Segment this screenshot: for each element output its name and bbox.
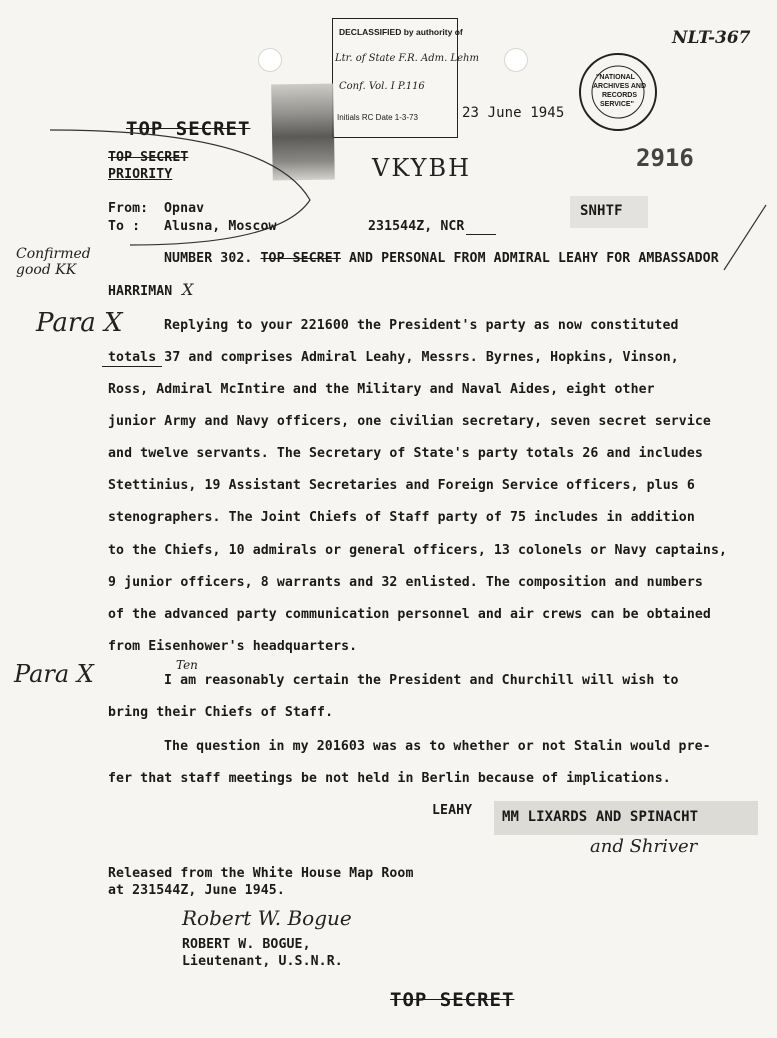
truman-library-seal — [578, 52, 658, 132]
date-time-group: 231544Z, NCR — [368, 219, 465, 234]
declass-line-2: Ltr. of State F.R. Adm. Lehm — [335, 53, 479, 64]
to-value: Alusna, Moscow — [164, 219, 277, 234]
number-line — [164, 251, 719, 266]
para1-line-5: and twelve servants. The Secretary of State's party totals 26 and includes — [108, 446, 703, 461]
declass-line-4: Initials RC Date 1-3-73 — [337, 113, 418, 122]
number-stamp: 2916 — [636, 144, 694, 172]
para2-line-2: bring their Chiefs of Staff. — [108, 705, 334, 720]
para3-line-1: The question in my 201603 was as to whether or not Stalin would pre- — [164, 739, 711, 754]
punch-hole-left — [258, 48, 282, 72]
para1-line-3: Ross, Admiral McIntire and the Military and Naval Aides, eight other — [108, 382, 655, 397]
para1-line-8: to the Chiefs, 10 admirals or general officers, 13 colonels or Navy captains, — [108, 543, 728, 558]
snhtf-stamp — [570, 196, 648, 228]
margin-note-confirmed: Confirmed good KK — [16, 246, 91, 278]
punch-hole-right — [504, 48, 528, 72]
document-date: 23 June 1945 — [462, 105, 565, 121]
para3-line-2: fer that staff meetings be not held in Berlin because of implications. — [108, 771, 671, 786]
number-struck-classification: TOP SECRET — [260, 251, 341, 266]
officer-name: ROBERT W. BOGUE, — [182, 937, 311, 952]
top-secret-header: TOP SECRET — [126, 118, 251, 140]
harriman-check-mark: X — [182, 280, 194, 299]
seal-center-4: SERVICE" — [600, 101, 634, 108]
number-prefix: NUMBER 302. — [164, 251, 253, 266]
released-line-1: Released from the White House Map Room — [108, 866, 414, 881]
para2-line-1: I am reasonably certain the President and Churchill will wish to — [164, 673, 679, 688]
margin-note-para-1: Para X — [36, 308, 123, 338]
margin-note-ten: Ten — [176, 658, 198, 672]
from-value: Opnav — [164, 201, 205, 216]
call-sign: VKYBH — [372, 154, 472, 182]
para1-line-11: from Eisenhower's headquarters. — [108, 639, 358, 654]
para1-line-9: 9 junior officers, 8 warrants and 32 enlisted. The composition and numbers — [108, 575, 703, 590]
seal-center-1: "NATIONAL — [596, 74, 635, 81]
dtg-underline — [466, 234, 496, 235]
seal-center-2: ARCHIVES AND — [593, 83, 647, 90]
para1-line-6: Stettinius, 19 Assistant Secretaries and Foreign Service officers, plus 6 — [108, 478, 695, 493]
para1-line-2: totals 37 and comprises Admiral Leahy, Messrs. Byrnes, Hopkins, Vinson, — [108, 350, 679, 365]
footer-classification: TOP SECRET — [390, 989, 515, 1011]
routing-stamp-text: MM LIXARDS AND SPINACHT — [502, 809, 699, 825]
released-line-2: at 231544Z, June 1945. — [108, 883, 285, 898]
para1-line-7: stenographers. The Joint Chiefs of Staff party of 75 includes in addition — [108, 510, 695, 525]
document-id: NLT-367 — [672, 28, 751, 48]
para1-line-4: junior Army and Navy officers, one civilian secretary, seven secret service — [108, 414, 711, 429]
addressee-harriman: HARRIMAN — [108, 284, 173, 299]
seal-center-3: RECORDS — [602, 92, 638, 99]
number-rest: AND PERSONAL FROM ADMIRAL LEAHY FOR AMBASSADOR — [348, 251, 719, 266]
para1-line-1: Replying to your 221600 the President's party as now constituted — [164, 318, 679, 333]
to-label: To : — [108, 219, 141, 234]
priority: PRIORITY — [108, 167, 173, 182]
signature-leahy: LEAHY — [432, 803, 473, 818]
totals-underline — [102, 366, 162, 367]
handwritten-signature: Robert W. Bogue — [182, 906, 352, 930]
from-label: From: — [108, 201, 149, 216]
para1-line-10: of the advanced party communication personnel and air crews can be obtained — [108, 607, 711, 622]
declass-line-1: DECLASSIFIED by authority of — [339, 27, 463, 37]
margin-note-para-2: Para X — [14, 660, 94, 688]
margin-slash-mark — [716, 200, 776, 280]
classification: TOP SECRET — [108, 150, 189, 165]
officer-rank: Lieutenant, U.S.N.R. — [182, 954, 343, 969]
declass-line-3: Conf. Vol. I P.116 — [339, 81, 425, 92]
margin-arc-mark — [40, 120, 370, 260]
routing-stamp — [494, 801, 758, 835]
margin-note-and-shriver: and Shriver — [590, 836, 698, 857]
snhtf-text: SNHTF — [580, 203, 623, 219]
